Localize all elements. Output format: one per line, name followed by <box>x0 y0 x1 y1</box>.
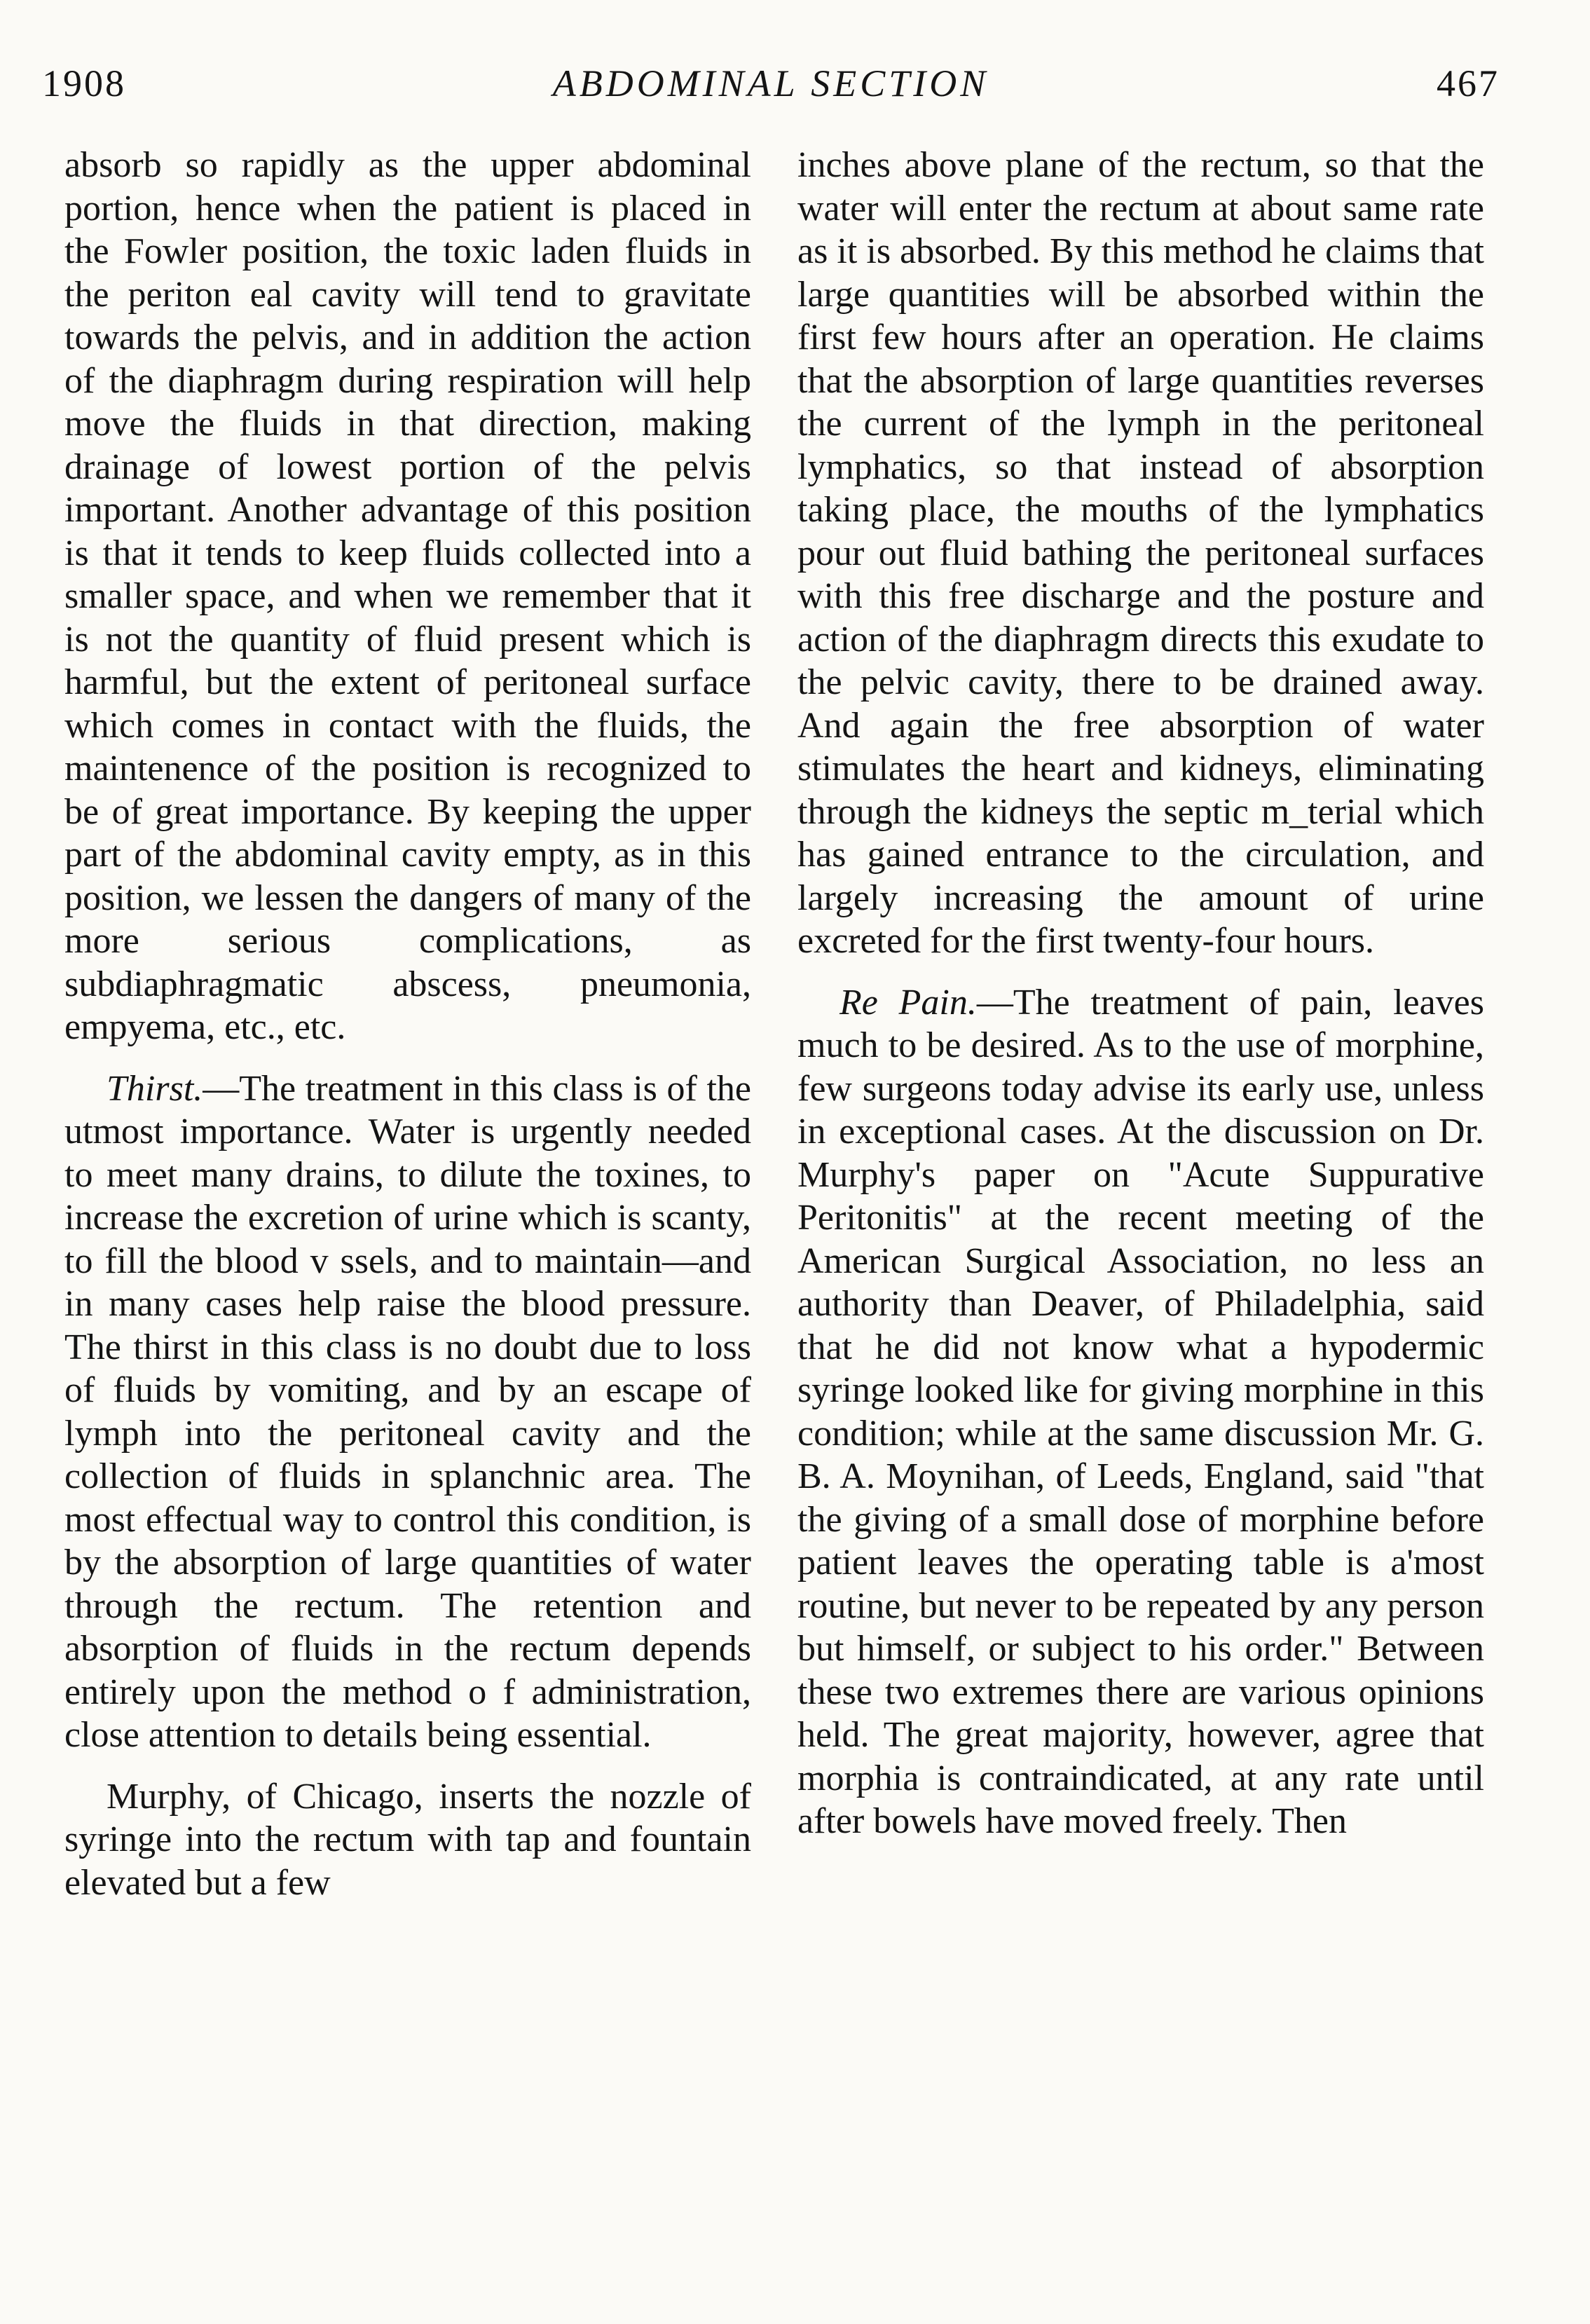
paragraph-thirst <box>64 1067 751 1757</box>
paragraph-pain <box>797 981 1484 1843</box>
paragraph-pain-text: —The treatment of pain, leaves much to be desired. As to the use of morphine, few surgeons today advise its early use, unless in exceptional cases. At the discussion on Dr. Murphy's paper on "Acute Suppurative Peritonitis" at the recent meeting of the American Surgical Association, no less an authority than Deaver, of Philadelphia, said that he did not know what a hypodermic syringe looked like for giving morphine in this condition; while at the same discussion Mr. G. B. A. Moynihan, of Leeds, England, said "that the giving of a small dose of morphine before patient leaves the operating table is a'most routine, but never to be repeated by any person but himself, or subject to his order." Between these two extremes there are various opinions held. The great majority, however, agree that morphia is contraindicated, at any rate until after bowels have moved freely. Then <box>797 982 1484 1841</box>
left-column <box>64 144 751 1922</box>
paragraph-fowler-position: absorb so rapidly as the upper abdominal portion, hence when the patient is placed in the Fowler position, the toxic laden fluids in the periton eal cavity will tend to gravitate towards the pelvis, and in addition the action of the diaphragm during respiration will help move the fluids in that direction, making drainage of lowest portion of the pelvis important. Another advantage of this position is that it tends to keep fluids collected into a smaller space, and when we remember that it is not the quantity of fluid present which is harmful, but the extent of peritoneal surface which comes in contact with the fluids, the maintenence of the position is recognized to be of great importance. By keeping the upper part of the abdominal cavity empty, as in this position, we lessen the dangers of many of the more serious complications, as subdiaphragmatic abscess, pneumonia, empyema, etc., etc. <box>64 145 751 1047</box>
header-title: ABDOMINAL SECTION <box>552 62 989 104</box>
heading-thirst: Thirst. <box>107 1068 203 1109</box>
header-year: 1908 <box>42 62 126 104</box>
paragraph-murphy: Murphy, of Chicago, inserts the nozzle of syringe into the rectum with tap and fountain elevated but a few <box>64 1776 751 1903</box>
paragraph-thirst-text: —The treatment in this class is of the utmost importance. Water is urgently needed to meet many drains, to dilute the toxines, to increase the excretion of urine which is scanty, to fill the blood v ssels, and to maintain—and in many cases help raise the blood pressure. The thirst in this class is no doubt due to loss of fluids by vomiting, and by an escape of lymph into the peritoneal cavity and the collection of fluids in splanchnic area. The most effectual way to control this condition, is by the absorption of large quantities of water through the rectum. The retention and absorption of fluids in the rectum depends entirely upon the method o f administration, close attention to details being essential. <box>64 1068 751 1755</box>
paragraph-absorption: inches above plane of the rectum, so that the water will enter the rectum at about same rate as it is absorbed. By this method he claims that large quantities will be absorbed within the first few hours after an operation. He claims that the absorption of large quantities reverses the current of the lymph in the peritoneal lymphatics, so that instead of absorption taking place, the mouths of the lymphatics pour out fluid bathing the peritoneal surfaces with this free discharge and the posture and action of the diaphragm directs this exudate to the pelvic cavity, there to be drained away. And again the free absorption of water stimulates the heart and kidneys, eliminating through the kidneys the septic m_terial which has gained entrance to the circulation, and largely increasing the amount of urine excreted for the first twenty-four hours. <box>797 145 1484 961</box>
header-page-number: 467 <box>1437 62 1500 104</box>
right-column <box>797 144 1484 1861</box>
heading-pain: Re Pain. <box>839 982 977 1023</box>
running-header <box>42 62 1500 118</box>
